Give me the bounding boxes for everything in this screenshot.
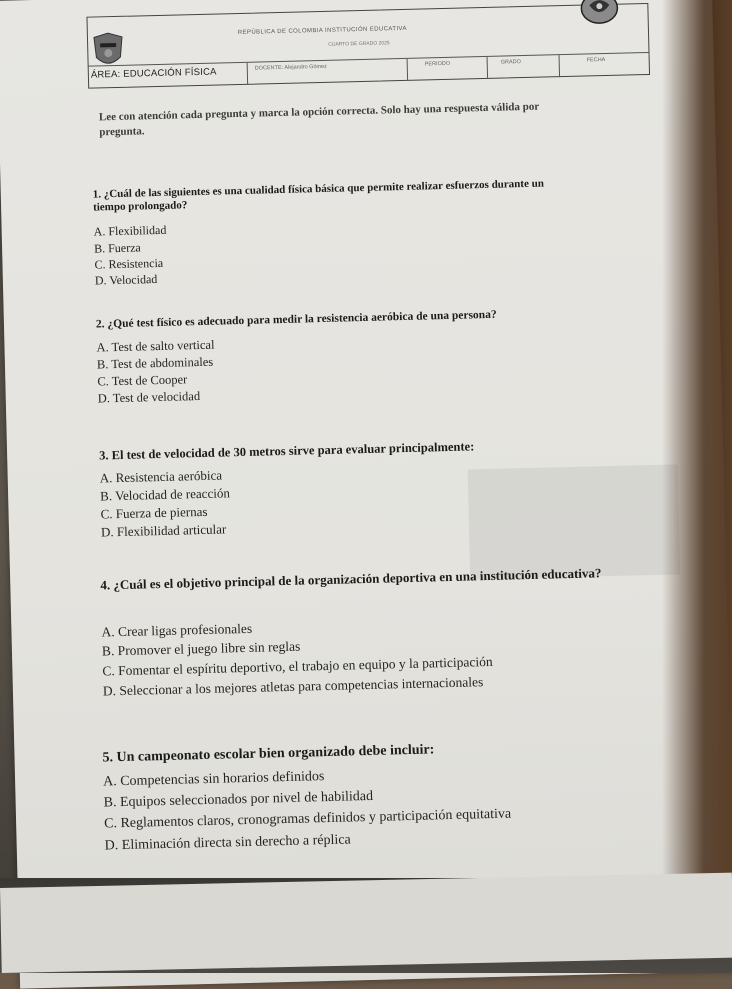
question-1-option-d[interactable]: D. Velocidad <box>94 272 158 288</box>
question-2-option-a[interactable]: A. Test de salto vertical <box>96 337 215 355</box>
divider <box>487 57 489 79</box>
question-5-option-d[interactable]: D. Eliminación directa sin derecho a réplica <box>104 832 351 854</box>
question-2-option-b[interactable]: B. Test de abdominales <box>96 354 214 372</box>
header-info-row <box>89 52 649 89</box>
period-label: PERIODO <box>424 60 451 68</box>
divider <box>559 55 561 77</box>
question-5-option-c[interactable]: C. Reglamentos claros, cronogramas definidos y participación equitativa <box>103 806 512 832</box>
header-title: REPÚBLICA DE COLOMBIA INSTITUCIÓN EDUCATIVA <box>237 25 407 36</box>
teacher-label: DOCENTE: Alejandro Gómez <box>254 63 327 72</box>
divider <box>407 59 409 81</box>
question-1-option-b[interactable]: B. Fuerza <box>93 240 141 256</box>
question-3-option-a[interactable]: A. Resistencia aeróbica <box>99 467 223 486</box>
underlying-sheet <box>0 873 732 973</box>
header-subtitle: CUARTO DE GRADO 2025 <box>328 40 390 48</box>
question-3: 3. El test de velocidad de 30 metros sirve para evaluar principalmente: <box>99 439 475 463</box>
question-5-option-a[interactable]: A. Competencias sin horarios definidos <box>102 769 325 790</box>
divider <box>247 63 249 85</box>
question-2-option-c[interactable]: C. Test de Cooper <box>97 372 188 389</box>
question-2-option-d[interactable]: D. Test de velocidad <box>97 389 201 406</box>
question-4: 4. ¿Cuál es el objetivo principal de la organización deportiva en una institución educativa? <box>100 565 602 593</box>
question-3-option-d[interactable]: D. Flexibilidad articular <box>100 521 227 540</box>
question-4-option-c[interactable]: C. Fomentar el espíritu deportivo, el trabajo en equipo y la participación <box>102 653 493 679</box>
question-1: 1. ¿Cuál de las siguientes es una cualidad física básica que permite realizar esfuerzos durante un tiempo prolongado? <box>92 177 545 214</box>
grade-label: GRADO <box>500 59 521 66</box>
question-5: 5. Un campeonato escolar bien organizado debe incluir: <box>102 742 435 766</box>
question-4-option-d[interactable]: D. Seleccionar a los mejores atletas para competencias internacionales <box>102 674 484 699</box>
exam-header <box>86 3 650 89</box>
question-4-option-b[interactable]: B. Promover el juego libre sin reglas <box>101 638 301 659</box>
instructions: Lee con atención cada pregunta y marca la opción correcta. Solo hay una respuesta válida por pregunta. <box>98 100 540 139</box>
date-label: FECHA <box>586 57 606 64</box>
desk-edge-shadow <box>662 0 732 973</box>
school-seal-icon <box>579 0 620 26</box>
question-1-option-a[interactable]: A. Flexibilidad <box>93 222 167 239</box>
question-3-option-b[interactable]: B. Velocidad de reacción <box>99 485 231 504</box>
question-1-option-c[interactable]: C. Resistencia <box>94 255 164 272</box>
area-label: ÁREA: EDUCACIÓN FÍSICA <box>90 66 217 81</box>
question-5-option-b[interactable]: B. Equipos seleccionados por nivel de habilidad <box>103 788 374 811</box>
question-4-option-a[interactable]: A. Crear ligas profesionales <box>101 620 253 640</box>
question-2: 2. ¿Qué test físico es adecuado para medir la resistencia aeróbica de una persona? <box>95 308 497 331</box>
question-3-option-c[interactable]: C. Fuerza de piernas <box>100 503 208 522</box>
